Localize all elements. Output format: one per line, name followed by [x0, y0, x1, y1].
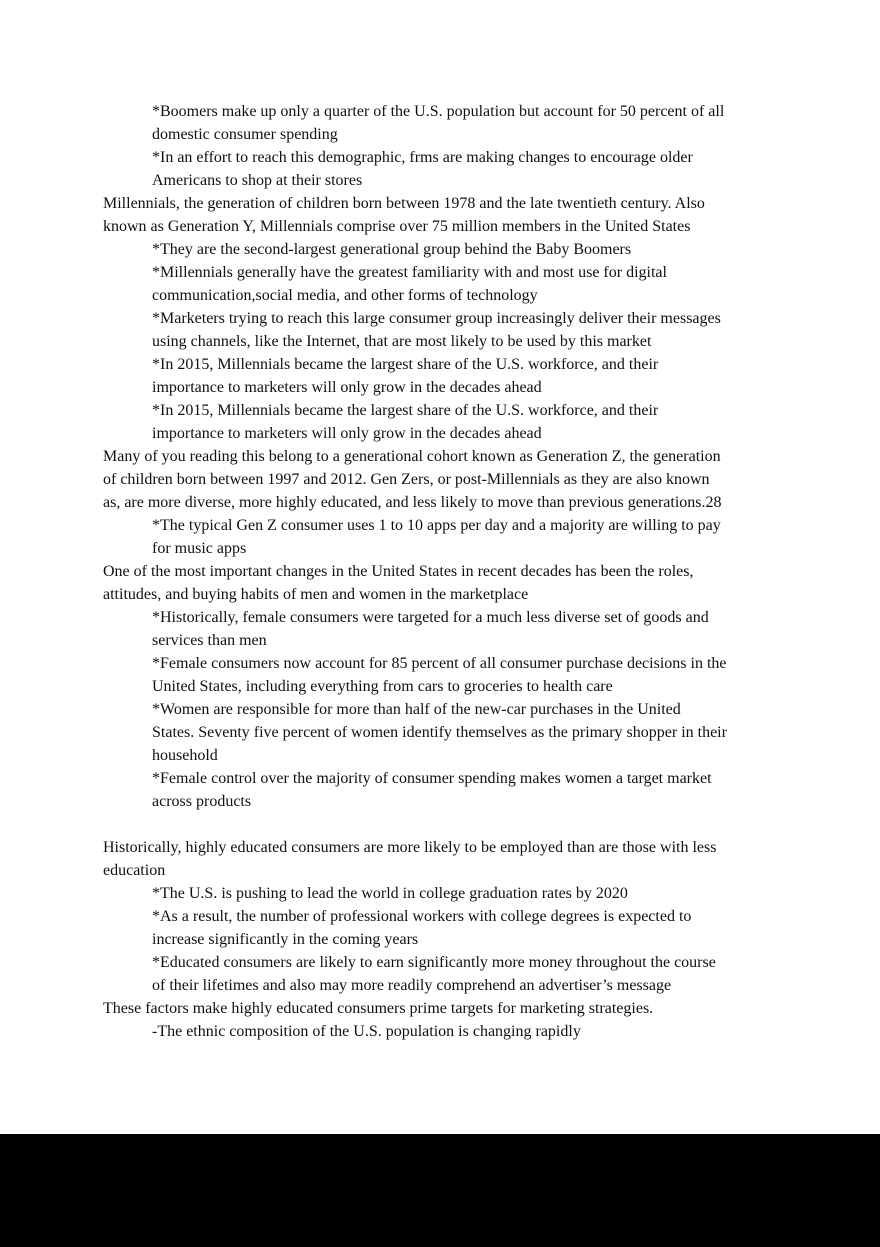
- text-line: *They are the second-largest generational group behind the Baby Boomers: [152, 241, 632, 258]
- text-line: Millennials, the generation of children born between 1978 and the late twentieth century. Also: [103, 195, 705, 212]
- text-line: One of the most important changes in the United States in recent decades has been the roles,: [103, 563, 694, 580]
- text-line: *Marketers trying to reach this large consumer group increasingly deliver their messages: [152, 310, 721, 327]
- text-line: domestic consumer spending: [152, 126, 338, 143]
- text-line: education: [103, 862, 166, 879]
- text-line: services than men: [152, 632, 267, 649]
- text-line: *Historically, female consumers were targeted for a much less diverse set of goods and: [152, 609, 709, 626]
- text-line: of their lifetimes and also may more readily comprehend an advertiser’s message: [152, 977, 672, 994]
- text-line: household: [152, 747, 218, 764]
- text-line: for music apps: [152, 540, 247, 557]
- text-line: *In 2015, Millennials became the largest share of the U.S. workforce, and their: [152, 402, 659, 419]
- text-line: *Women are responsible for more than half of the new-car purchases in the United: [152, 701, 681, 718]
- text-line: as, are more diverse, more highly educated, and less likely to move than previous generations.28: [103, 494, 722, 511]
- text-line: communication,social media, and other forms of technology: [152, 287, 538, 304]
- text-line: States. Seventy five percent of women identify themselves as the primary shopper in their: [152, 724, 727, 741]
- text-line: United States, including everything from cars to groceries to health care: [152, 678, 613, 695]
- document-text: [103, 100, 778, 1043]
- text-line: using channels, like the Internet, that are most likely to be used by this market: [152, 333, 652, 350]
- text-line: *Female control over the majority of consumer spending makes women a target market: [152, 770, 712, 787]
- text-line: *Millennials generally have the greatest familiarity with and most use for digital: [152, 264, 667, 281]
- text-line: increase significantly in the coming years: [152, 931, 419, 948]
- text-line: attitudes, and buying habits of men and women in the marketplace: [103, 586, 529, 603]
- text-line: These factors make highly educated consumers prime targets for marketing strategies.: [103, 1000, 654, 1017]
- text-line: *The U.S. is pushing to lead the world in college graduation rates by 2020: [152, 885, 628, 902]
- text-line: known as Generation Y, Millennials comprise over 75 million members in the United States: [103, 218, 691, 235]
- text-line: *Female consumers now account for 85 percent of all consumer purchase decisions in the: [152, 655, 727, 672]
- text-line: of children born between 1997 and 2012. Gen Zers, or post-Millennials as they are also known: [103, 471, 710, 488]
- text-line: Historically, highly educated consumers are more likely to be employed than are those with less: [103, 839, 717, 856]
- text-line: *Educated consumers are likely to earn significantly more money throughout the course: [152, 954, 716, 971]
- text-line: *In an effort to reach this demographic, frms are making changes to encourage older: [152, 149, 693, 166]
- text-line: importance to marketers will only grow in the decades ahead: [152, 379, 542, 396]
- text-line: *The typical Gen Z consumer uses 1 to 10 apps per day and a majority are willing to pay: [152, 517, 721, 534]
- text-line: importance to marketers will only grow in the decades ahead: [152, 425, 542, 442]
- text-line: Many of you reading this belong to a generational cohort known as Generation Z, the generation: [103, 448, 721, 465]
- bottom-black-bar: [0, 1134, 880, 1247]
- text-line: *In 2015, Millennials became the largest share of the U.S. workforce, and their: [152, 356, 659, 373]
- text-line: Americans to shop at their stores: [152, 172, 363, 189]
- text-line: *As a result, the number of professional workers with college degrees is expected to: [152, 908, 692, 925]
- blank-line: [103, 813, 778, 836]
- text-line: *Boomers make up only a quarter of the U.S. population but account for 50 percent of all: [152, 103, 725, 120]
- text-line: across products: [152, 793, 252, 810]
- text-line: -The ethnic composition of the U.S. population is changing rapidly: [152, 1023, 581, 1040]
